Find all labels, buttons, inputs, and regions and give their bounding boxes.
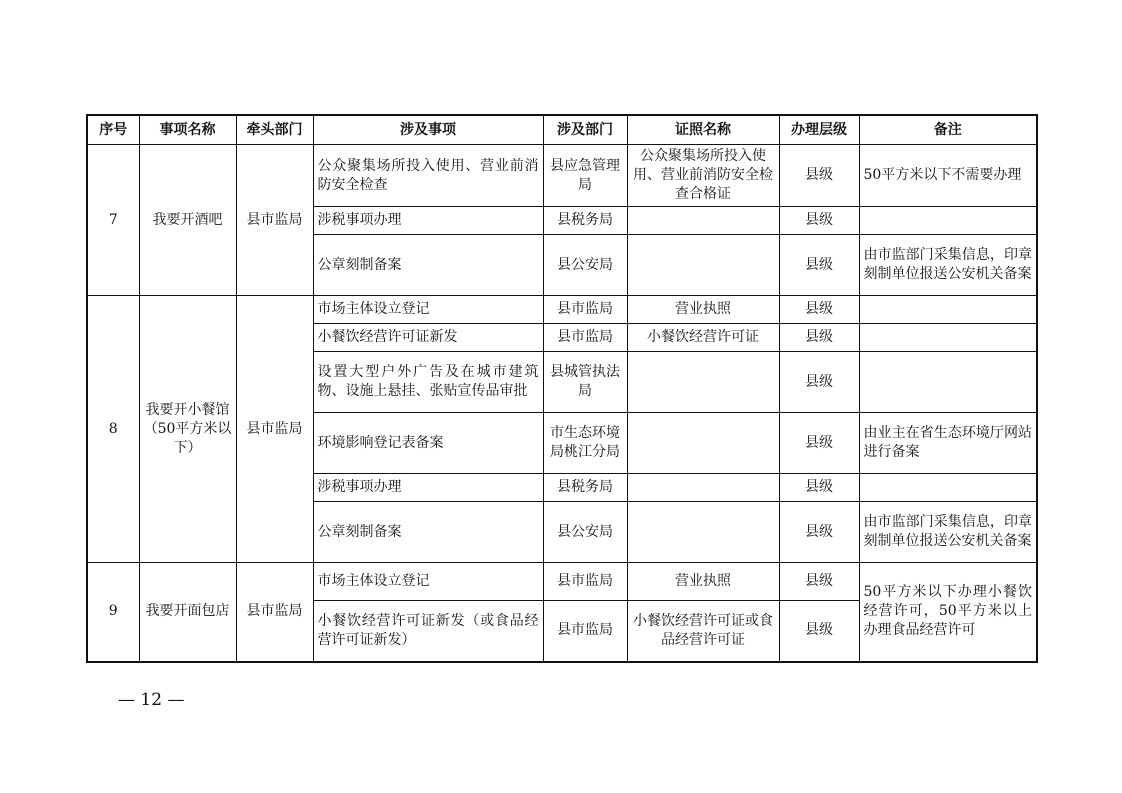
dept-cell: 县税务局 xyxy=(543,474,627,502)
license-cell: 小餐饮经营许可证或食品经营许可证 xyxy=(627,601,779,662)
dept-cell: 县市监局 xyxy=(543,601,627,662)
license-cell xyxy=(627,207,779,235)
note-cell xyxy=(859,324,1037,352)
level-cell: 县级 xyxy=(779,601,859,662)
group-lead: 县市监局 xyxy=(236,296,313,563)
group-name: 我要开酒吧 xyxy=(139,145,236,296)
license-cell xyxy=(627,502,779,563)
page-number: — 12 — xyxy=(118,690,185,710)
dept-cell: 县市监局 xyxy=(543,296,627,324)
item-cell: 环境影响登记表备案 xyxy=(313,413,543,474)
col-header-item: 涉及事项 xyxy=(313,115,543,145)
group-name: 我要开面包店 xyxy=(139,563,236,662)
col-header-name: 事项名称 xyxy=(139,115,236,145)
item-cell: 小餐饮经营许可证新发 xyxy=(313,324,543,352)
item-cell: 公众聚集场所投入使用、营业前消防安全检查 xyxy=(313,145,543,207)
level-cell: 县级 xyxy=(779,235,859,296)
col-header-no: 序号 xyxy=(87,115,139,145)
dept-cell: 县市监局 xyxy=(543,324,627,352)
level-cell: 县级 xyxy=(779,413,859,474)
note-cell: 由业主在省生态环境厅网站进行备案 xyxy=(859,413,1037,474)
table-row xyxy=(87,145,1037,207)
license-cell xyxy=(627,474,779,502)
note-cell xyxy=(859,207,1037,235)
item-cell: 公章刻制备案 xyxy=(313,235,543,296)
note-cell: 50平方米以下办理小餐饮经营许可，50平方米以上办理食品经营许可 xyxy=(859,563,1037,662)
col-header-note: 备注 xyxy=(859,115,1037,145)
dept-cell: 县城管执法局 xyxy=(543,352,627,413)
note-cell: 50平方米以下不需要办理 xyxy=(859,145,1037,207)
header-row xyxy=(87,115,1037,145)
group-lead: 县市监局 xyxy=(236,563,313,662)
license-cell: 小餐饮经营许可证 xyxy=(627,324,779,352)
note-cell xyxy=(859,296,1037,324)
dept-cell: 县税务局 xyxy=(543,207,627,235)
level-cell: 县级 xyxy=(779,145,859,207)
level-cell: 县级 xyxy=(779,296,859,324)
group-no: 7 xyxy=(87,145,139,296)
item-cell: 涉税事项办理 xyxy=(313,207,543,235)
license-cell xyxy=(627,413,779,474)
note-cell: 由市监部门采集信息，印章刻制单位报送公安机关备案 xyxy=(859,235,1037,296)
level-cell: 县级 xyxy=(779,352,859,413)
item-cell: 市场主体设立登记 xyxy=(313,563,543,601)
level-cell: 县级 xyxy=(779,563,859,601)
items-table xyxy=(86,114,1038,663)
dept-cell: 县公安局 xyxy=(543,502,627,563)
dept-cell: 县应急管理局 xyxy=(543,145,627,207)
group-no: 8 xyxy=(87,296,139,563)
col-header-lead: 牵头部门 xyxy=(236,115,313,145)
level-cell: 县级 xyxy=(779,207,859,235)
group-lead: 县市监局 xyxy=(236,145,313,296)
level-cell: 县级 xyxy=(779,474,859,502)
item-cell: 市场主体设立登记 xyxy=(313,296,543,324)
col-header-license: 证照名称 xyxy=(627,115,779,145)
license-cell xyxy=(627,235,779,296)
license-cell: 公众聚集场所投入使用、营业前消防安全检查合格证 xyxy=(627,145,779,207)
item-cell: 小餐饮经营许可证新发（或食品经营许可证新发） xyxy=(313,601,543,662)
dept-cell: 县市监局 xyxy=(543,563,627,601)
note-cell xyxy=(859,474,1037,502)
level-cell: 县级 xyxy=(779,502,859,563)
item-cell: 涉税事项办理 xyxy=(313,474,543,502)
table-row xyxy=(87,296,1037,324)
license-cell: 营业执照 xyxy=(627,296,779,324)
license-cell: 营业执照 xyxy=(627,563,779,601)
note-cell: 由市监部门采集信息，印章刻制单位报送公安机关备案 xyxy=(859,502,1037,563)
level-cell: 县级 xyxy=(779,324,859,352)
col-header-dept: 涉及部门 xyxy=(543,115,627,145)
dept-cell: 县公安局 xyxy=(543,235,627,296)
dept-cell: 市生态环境局桃江分局 xyxy=(543,413,627,474)
item-cell: 设置大型户外广告及在城市建筑物、设施上悬挂、张贴宣传品审批 xyxy=(313,352,543,413)
table-row xyxy=(87,563,1037,601)
col-header-level: 办理层级 xyxy=(779,115,859,145)
item-cell: 公章刻制备案 xyxy=(313,502,543,563)
license-cell xyxy=(627,352,779,413)
note-cell xyxy=(859,352,1037,413)
group-no: 9 xyxy=(87,563,139,662)
group-name: 我要开小餐馆（50平方米以下） xyxy=(139,296,236,563)
